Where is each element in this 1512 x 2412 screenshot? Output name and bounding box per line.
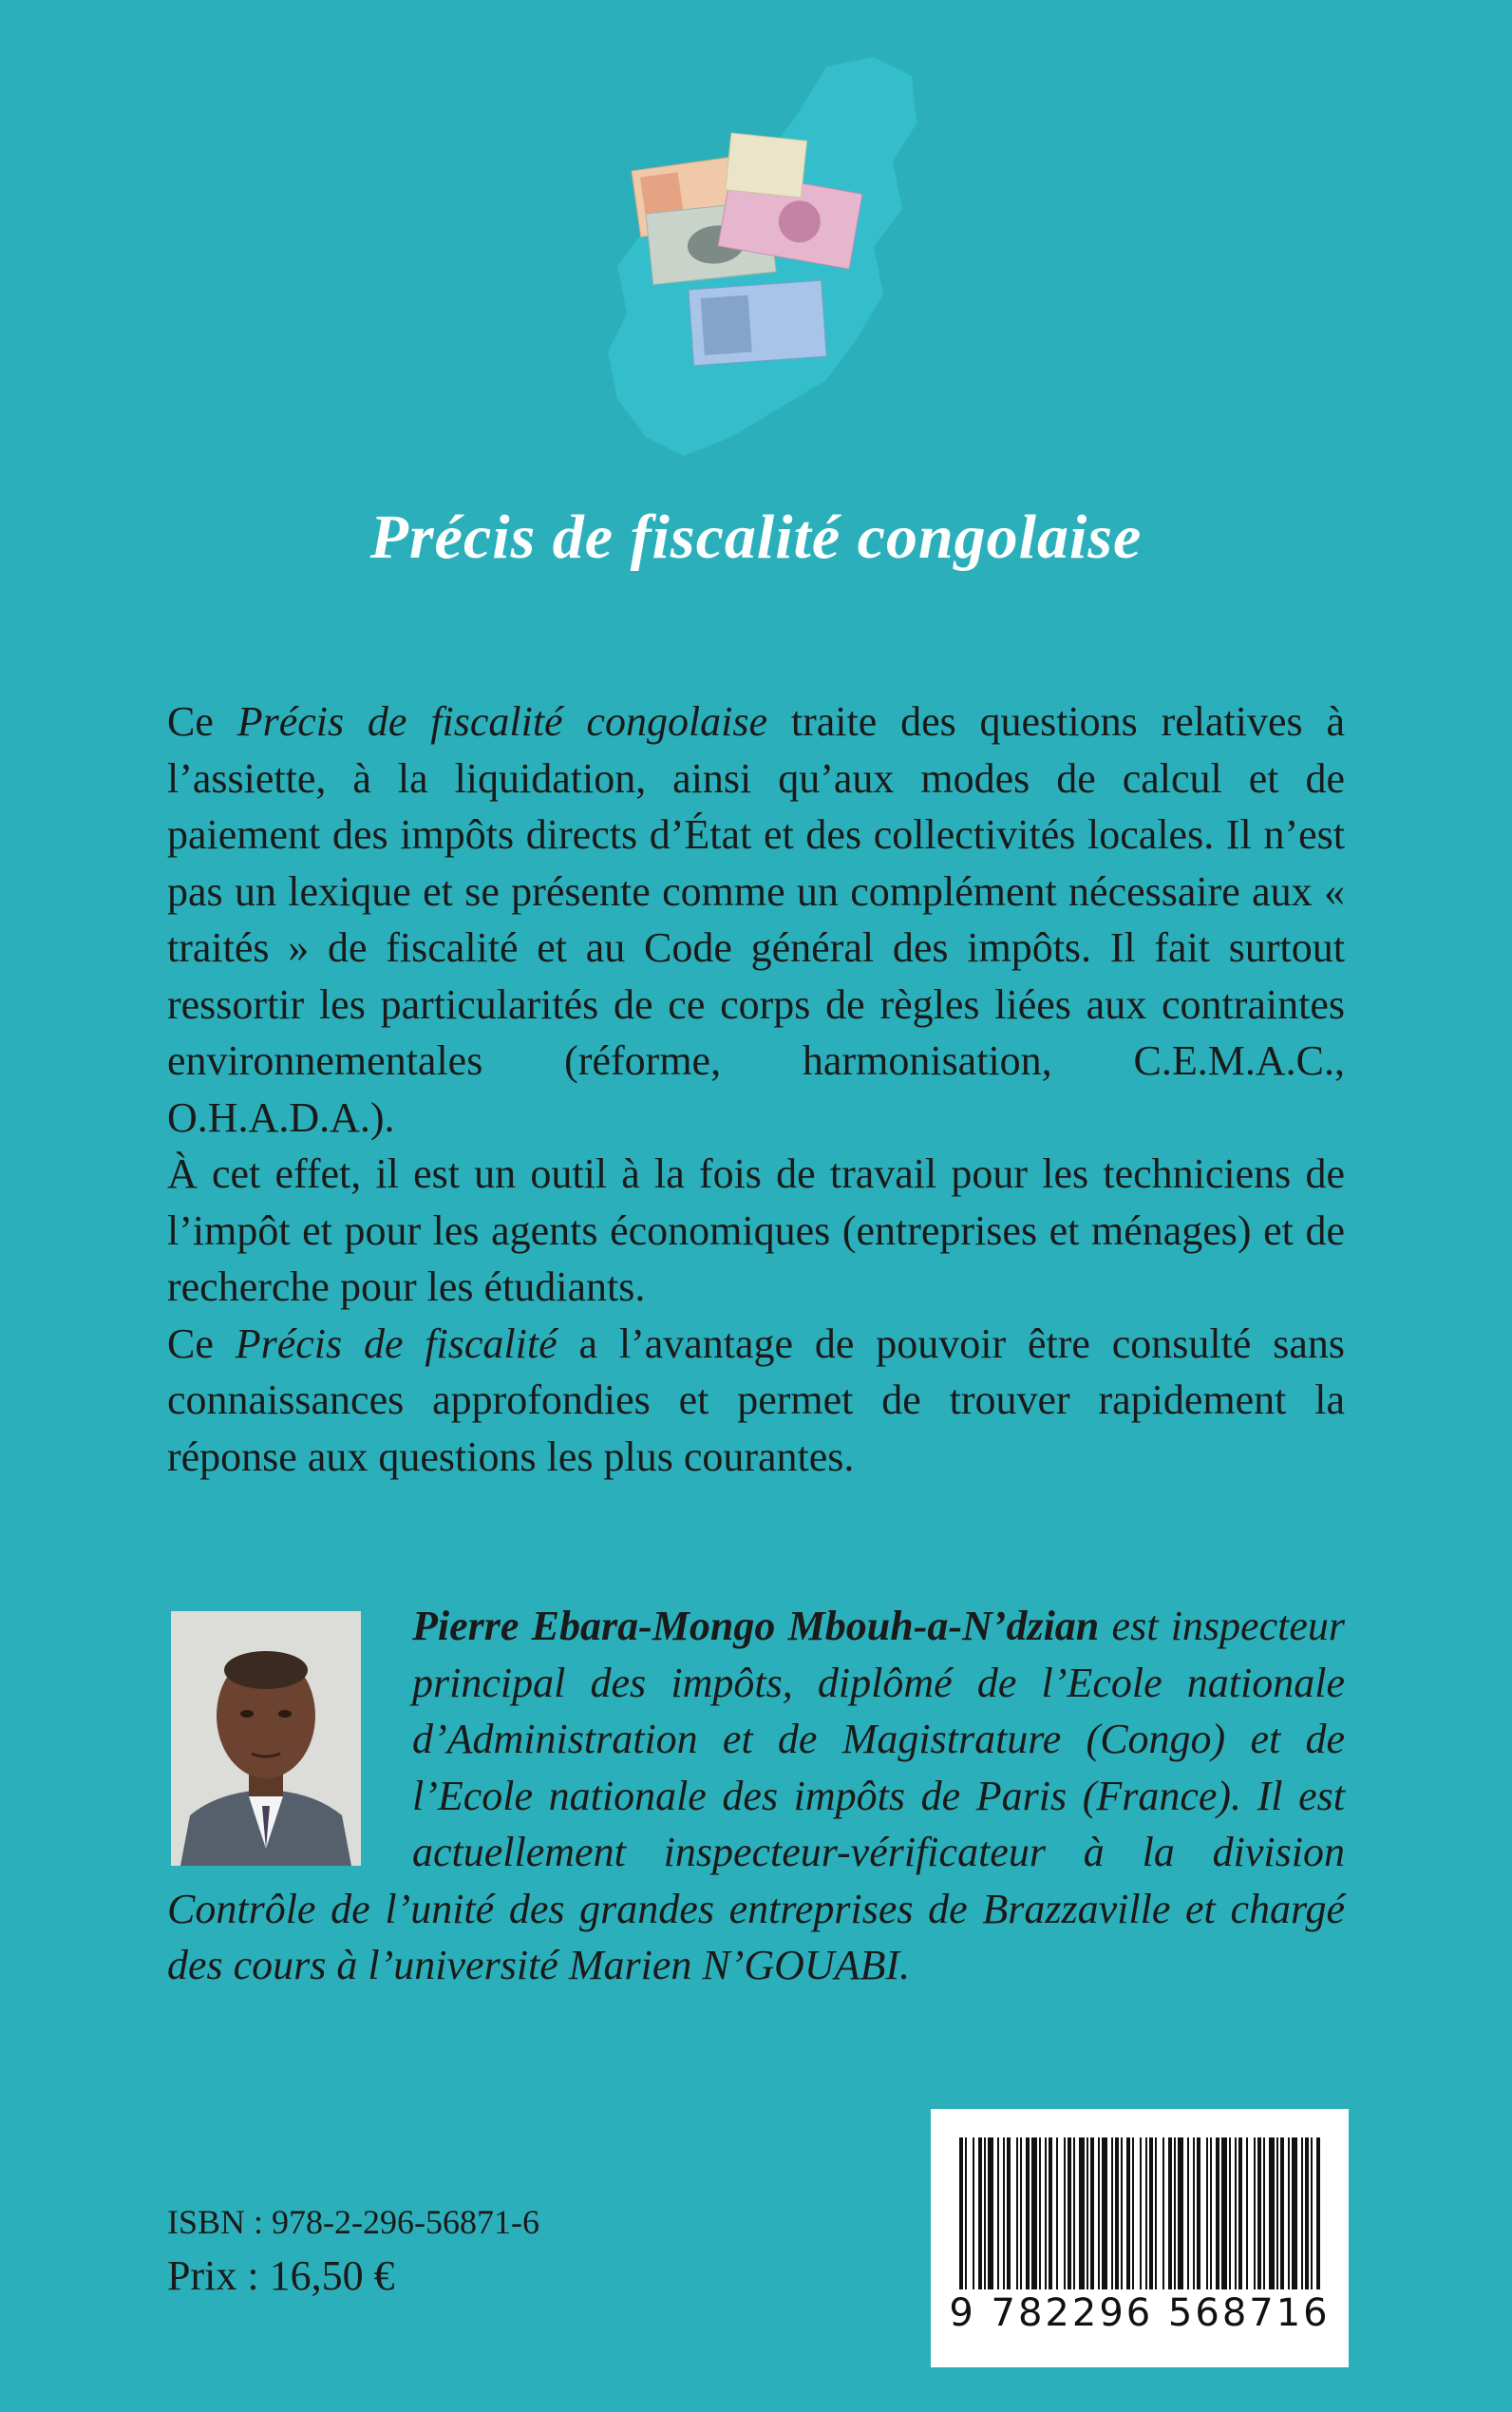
barcode-bar [1269, 2137, 1275, 2289]
barcode-bar [1039, 2137, 1041, 2289]
blurb-p1-prefix: Ce [167, 698, 237, 745]
barcode-bar [1229, 2137, 1231, 2289]
blurb-p1-italic-title: Précis de fiscalité congolaise [236, 698, 768, 745]
barcode-bar [1257, 2137, 1261, 2289]
blurb-paragraph-3 [167, 1316, 1345, 1486]
barcode-bar [1168, 2137, 1172, 2289]
barcode-bar [1263, 2137, 1265, 2289]
blurb-paragraph-2: À cet effet, il est un outil à la fois de travail pour les techniciens de l’impôt et pour les agents économiques (entreprises et ménages) et de recherche pour les étudiants. [167, 1150, 1345, 1310]
isbn: ISBN : 978-2-296-56871-6 [167, 2203, 539, 2241]
barcode-bar [1007, 2137, 1011, 2289]
barcode-bar [1049, 2137, 1052, 2289]
blurb-paragraph-1 [167, 693, 1345, 1146]
barcode-bar [1197, 2137, 1200, 2289]
barcode-bar [959, 2137, 963, 2289]
barcode-bar [1079, 2137, 1085, 2289]
barcode-bar [965, 2137, 967, 2289]
barcode-bar [1206, 2137, 1208, 2289]
barcode-bar [1162, 2137, 1164, 2289]
barcode-bar [1193, 2137, 1195, 2289]
barcode-bar [1031, 2137, 1037, 2289]
barcode-bar [1311, 2137, 1313, 2289]
barcode-bar [997, 2137, 999, 2289]
barcode-bar [1305, 2137, 1309, 2289]
barcode-bar [1280, 2137, 1284, 2289]
barcode-bar [1210, 2137, 1212, 2289]
barcode-bar [1292, 2137, 1297, 2289]
author-bio-text: est inspecteur principal des impôts, diplômé de l’Ecole nationale d’Administration et de Magistrature (Congo) et de l’Ecole nationale des impôts de Paris (France). Il est actuellement inspecteur-vérificateur à la division Contrôle de l’unité des grandes entreprises de Brazzaville et chargé des cours à l’université Marien N’GOUABI. [167, 1603, 1345, 1988]
barcode-bar [1288, 2137, 1290, 2289]
barcode-bar [1221, 2137, 1227, 2289]
barcode-bar [1098, 2137, 1100, 2289]
barcode-bar [1149, 2137, 1153, 2289]
barcode-bar [1073, 2137, 1075, 2289]
book-title: Précis de fiscalité congolaise [369, 503, 1143, 572]
author-bio [167, 1598, 1345, 1994]
barcode-bar [1216, 2137, 1219, 2289]
barcode-bar [1121, 2137, 1123, 2289]
barcode-bar [1276, 2137, 1278, 2289]
barcode-digits: 9 782296 568716 [949, 2291, 1331, 2335]
barcode [931, 2109, 1349, 2367]
barcode-bar [1064, 2137, 1066, 2289]
barcode-bar [1235, 2137, 1237, 2289]
barcode-bar [1254, 2137, 1256, 2289]
book-blurb [167, 693, 1345, 1485]
barcode-bar [1174, 2137, 1176, 2289]
barcode-bar [1178, 2137, 1183, 2289]
barcode-bar [1155, 2137, 1157, 2289]
barcode-bar [984, 2137, 986, 2289]
barcode-bar [1026, 2137, 1030, 2289]
barcode-bar [1087, 2137, 1088, 2289]
barcode-bar [1020, 2137, 1022, 2289]
barcode-bar [1126, 2137, 1130, 2289]
author-name: Pierre Ebara-Mongo Mbouh-a-N’dzian [412, 1603, 1100, 1649]
blurb-p3-prefix: Ce [167, 1320, 236, 1367]
barcode-bar [1003, 2137, 1005, 2289]
barcode-bar [1056, 2137, 1058, 2289]
barcode-bar [988, 2137, 993, 2289]
barcode-bar [978, 2137, 982, 2289]
price: Prix : 16,50 € [167, 2252, 395, 2299]
barcode-bar [1045, 2137, 1047, 2289]
barcode-bar [1246, 2137, 1248, 2289]
barcode-bar [973, 2137, 974, 2289]
barcode-bars [955, 2137, 1324, 2289]
barcode-bar [1016, 2137, 1018, 2289]
photo-spacer [167, 1598, 412, 1873]
barcode-bar [1140, 2137, 1142, 2289]
blurb-p3-italic-title: Précis de fiscalité [235, 1320, 558, 1367]
barcode-bar [1145, 2137, 1147, 2289]
congo-map-banknotes-illustration [589, 57, 931, 465]
barcode-bar [1090, 2137, 1094, 2289]
barcode-bar [1301, 2137, 1303, 2289]
barcode-bar [1068, 2137, 1071, 2289]
blurb-p3-text: a l’avantage de pouvoir être consulté sans connaissances approfondies et permet de trouver rapidement la réponse aux questions les plus courantes. [167, 1320, 1345, 1480]
barcode-bar [1187, 2137, 1189, 2289]
barcode-bar [1238, 2137, 1242, 2289]
barcode-bar [1316, 2137, 1320, 2289]
barcode-bar [1132, 2137, 1134, 2289]
blurb-p1-text: traite des questions relatives à l’assiette, à la liquidation, ainsi qu’aux modes de calcul et de paiement des impôts directs d’État et des collectivités locales. Il n’est pas un lexique et se présente comme un complément nécessaire aux « traités » de fiscalité et au Code général des impôts. Il fait surtout ressortir les particularités de ce corps de règles liées aux contraintes environnementales (réforme, harmonisation, C.E.M.A.C., O.H.A.D.A.). [167, 698, 1345, 1141]
barcode-bar [1102, 2137, 1107, 2289]
barcode-bar [1111, 2137, 1113, 2289]
barcode-bar [1115, 2137, 1119, 2289]
